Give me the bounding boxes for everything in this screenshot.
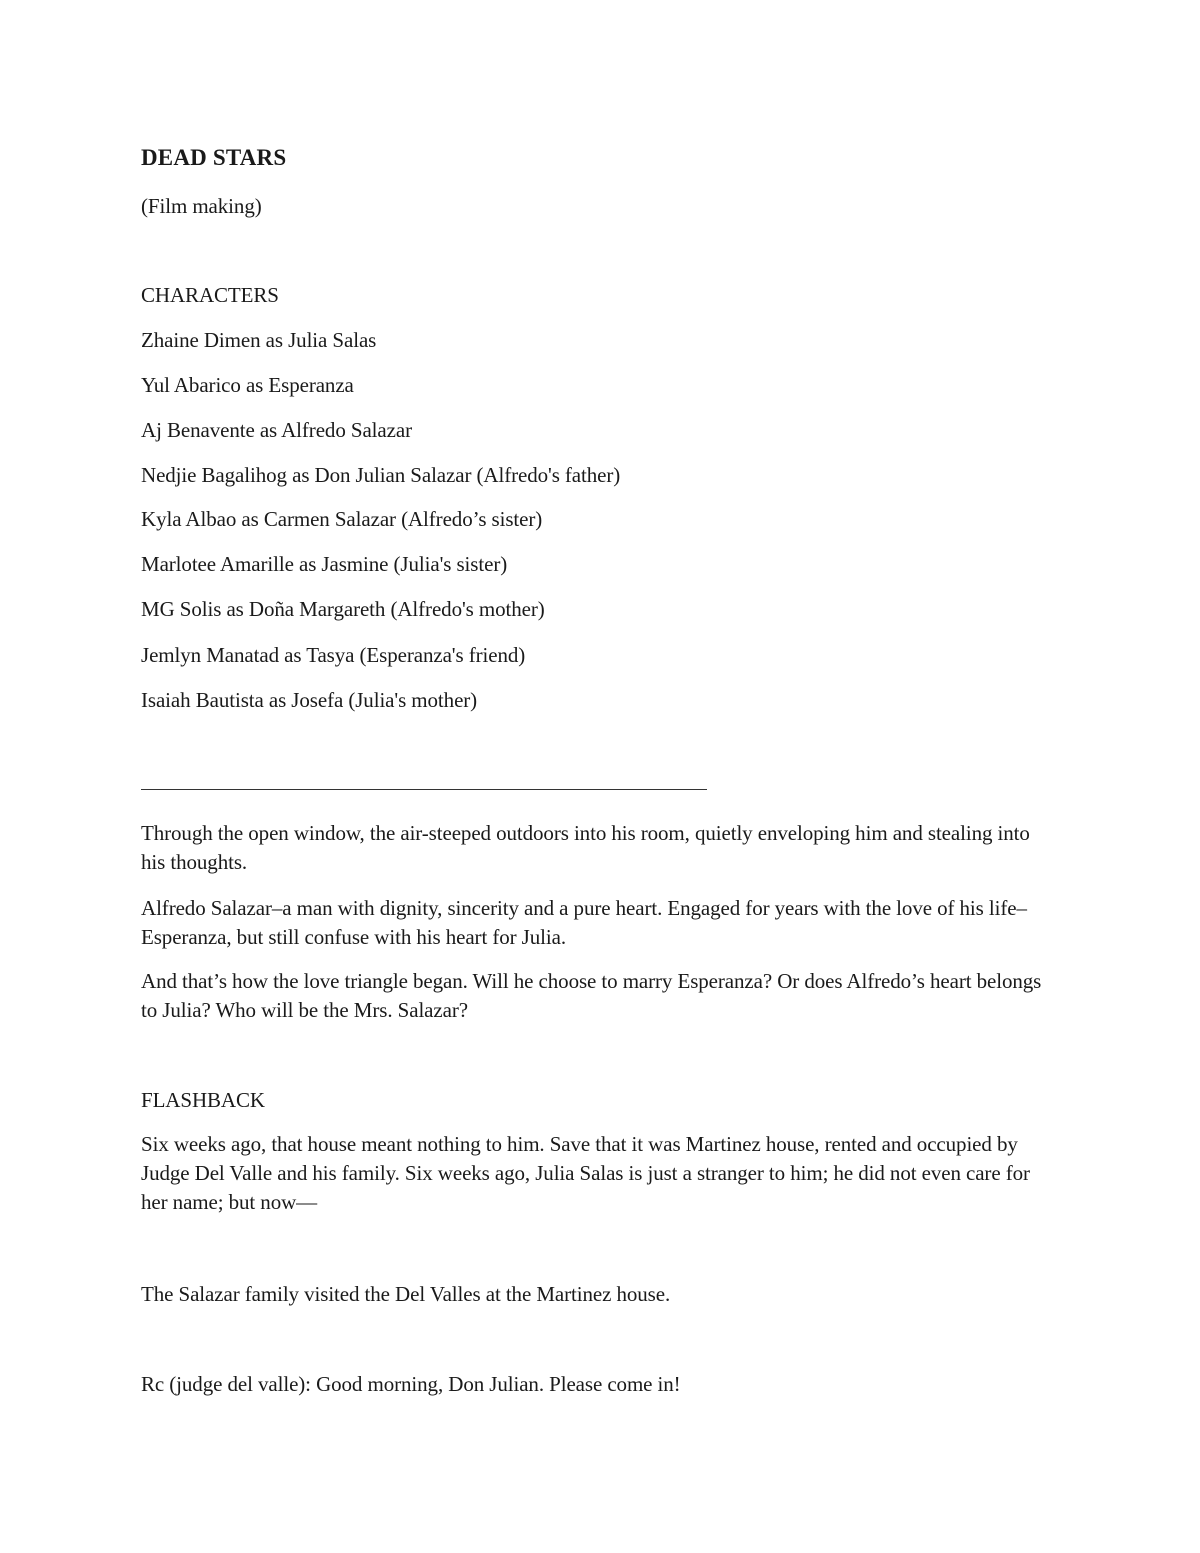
character-line: MG Solis as Doña Margareth (Alfredo's mother) [141, 597, 545, 621]
dialogue-line: Rc (judge del valle): Good morning, Don Julian. Please come in! [141, 1372, 681, 1396]
characters-heading: CHARACTERS [141, 283, 279, 307]
flashback-paragraph: Six weeks ago, that house meant nothing to him. Save that it was Martinez house, rented and occupied by Judge Del Valle and his family. Six weeks ago, Julia Salas is just a stranger to him; he did not even care for her name; but now— [141, 1132, 1030, 1214]
character-line: Nedjie Bagalihog as Don Julian Salazar (Alfredo's father) [141, 463, 621, 487]
intro-paragraph: Through the open window, the air-steeped outdoors into his room, quietly enveloping him and stealing into his thoughts. [141, 821, 1030, 874]
character-line: Aj Benavente as Alfredo Salazar [141, 418, 412, 442]
flashback-heading: FLASHBACK [141, 1088, 265, 1112]
character-line: Isaiah Bautista as Josefa (Julia's mother) [141, 688, 478, 712]
intro-paragraph: Alfredo Salazar–a man with dignity, sincerity and a pure heart. Engaged for years with the love of his life–Esperanza, but still confuse with his heart for Julia. [141, 896, 1027, 949]
character-line: Kyla Albao as Carmen Salazar (Alfredo’s sister) [141, 507, 543, 531]
character-line: Jemlyn Manatad as Tasya (Esperanza's friend) [141, 643, 526, 667]
intro-paragraph: And that’s how the love triangle began. Will he choose to marry Esperanza? Or does Alfredo’s heart belongs to Julia? Who will be the Mrs. Salazar? [141, 969, 1042, 1022]
document-subtitle: (Film making) [141, 194, 262, 218]
character-line: Marlotee Amarille as Jasmine (Julia's sister) [141, 552, 508, 576]
section-divider [141, 789, 707, 790]
scene-description: The Salazar family visited the Del Valles at the Martinez house. [141, 1282, 671, 1306]
character-line: Zhaine Dimen as Julia Salas [141, 328, 377, 352]
character-line: Yul Abarico as Esperanza [141, 373, 354, 397]
document-title: DEAD STARS [141, 145, 287, 170]
